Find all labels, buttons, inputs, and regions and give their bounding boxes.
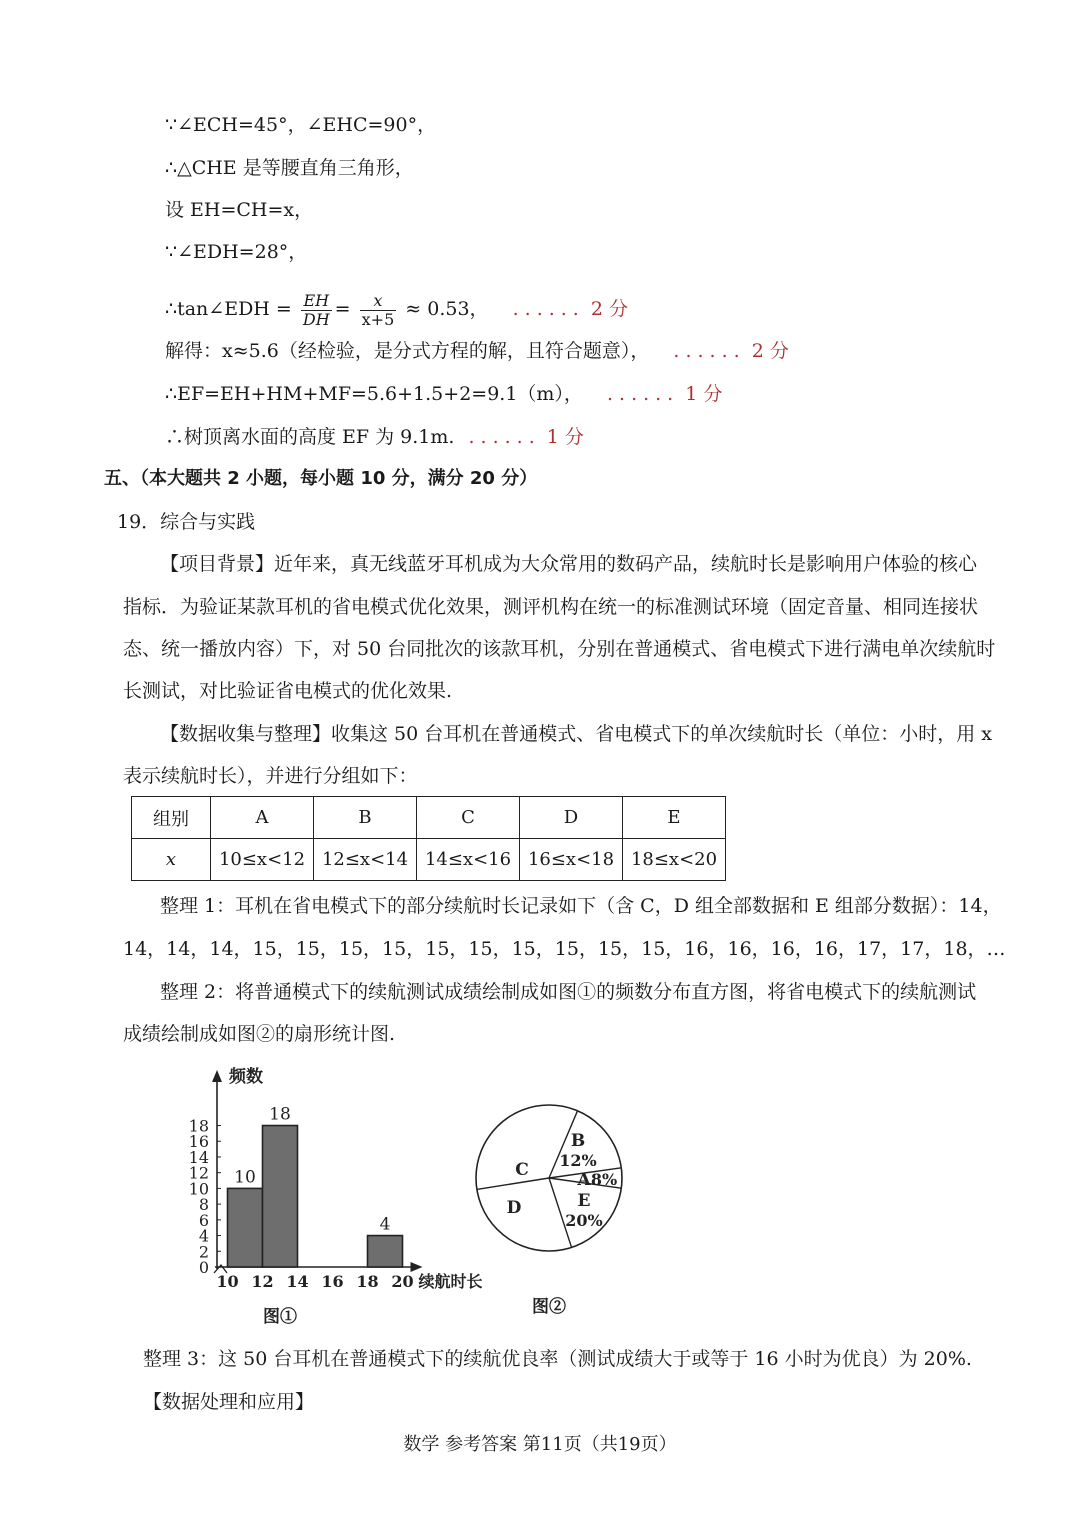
solution-text: ∴EF=EH+HM+MF=5.6+1.5+2=9.1（m）， xyxy=(165,383,583,405)
histogram-bar xyxy=(368,1236,403,1267)
background-line-3: 态、统一播放内容）下，对 50 台同批次的该款耳机，分别在普通模式、省电模式下进行满电单次续航时 xyxy=(123,638,996,660)
x-tick-label: 10 xyxy=(216,1272,239,1291)
x-tick-label: 14 xyxy=(286,1272,309,1291)
y-tick-label: 0 xyxy=(198,1258,209,1277)
data-collection-line-2: 表示续航时长），并进行分组如下： xyxy=(123,765,418,787)
solution-line-4: ∵∠EDH=28°， xyxy=(165,241,308,263)
table-cell: 16≤x<18 xyxy=(520,839,623,881)
fraction-denominator: x+5 xyxy=(361,309,395,329)
pie-slice-label: B xyxy=(570,1131,586,1151)
pie-slice-percent: 20% xyxy=(565,1211,603,1230)
background-line-4: 长测试，对比验证省电模式的优化效果. xyxy=(123,680,453,702)
solution-line-1: ∵∠ECH=45°，∠EHC=90°， xyxy=(165,114,437,136)
solution-line-5: ∴tan∠EDH = $\frac{EH}{DH}$ = $\frac{x}{x+5}$ ≈ 0.53， ...... 2 分 xyxy=(165,290,629,329)
fraction-eh-dh xyxy=(301,292,332,329)
arrange-2-line-2: 成绩绘制成如图②的扇形统计图. xyxy=(123,1023,396,1045)
x-axis-label: 续航时长 xyxy=(418,1272,483,1291)
solution-text: 解得：x≈5.6（经检验，是分式方程的解，且符合题意）， xyxy=(165,340,650,362)
table-cell: x xyxy=(132,839,211,881)
pie-slice-percent: 12% xyxy=(559,1151,597,1170)
x-tick-label: 12 xyxy=(251,1272,274,1291)
tan-lead: ∴tan∠EDH = xyxy=(165,298,292,320)
bar-value-label: 4 xyxy=(379,1214,391,1235)
score-mark: 1 分 xyxy=(546,426,584,448)
question-title: 19．综合与实践 xyxy=(117,511,256,533)
y-tick-label: 6 xyxy=(198,1210,209,1230)
section-heading: 五、（本大题共 2 小题，每小题 10 分，满分 20 分） xyxy=(104,468,538,489)
y-tick-label: 14 xyxy=(188,1147,209,1167)
pie-slice-label: A xyxy=(577,1170,591,1190)
fraction-numerator: x xyxy=(360,292,397,311)
figure-caption: 图② xyxy=(532,1297,566,1317)
score-mark: 1 分 xyxy=(685,383,723,405)
table-header-cell: A xyxy=(211,797,314,839)
fraction-denominator: DH xyxy=(302,309,330,329)
table-row xyxy=(132,839,726,881)
solution-line-3: 设 EH=CH=x， xyxy=(165,199,314,221)
table-header-cell: 组别 xyxy=(132,797,211,839)
histogram-bar xyxy=(263,1126,298,1267)
fraction-x xyxy=(360,292,397,329)
y-tick-label: 8 xyxy=(198,1195,209,1215)
y-tick-label: 16 xyxy=(188,1132,209,1152)
fraction-numerator: EH xyxy=(301,292,332,311)
pie-slice-label: E xyxy=(577,1191,591,1211)
arrange-3-line: 整理 3：这 50 台耳机在普通模式下的续航优良率（测试成绩大于或等于 16 小时为优良）为 20%. xyxy=(143,1348,972,1370)
arrange-1-line-2: 14，14，14，15，15，15，15，15，15，15，15，15，15，16，16，16，16，17，17，18，… xyxy=(123,938,1006,960)
background-line-1: 【项目背景】近年来，真无线蓝牙耳机成为大众常用的数码产品，续航时长是影响用户体验的核心 xyxy=(160,553,978,575)
table-cell: 18≤x<20 xyxy=(623,839,726,881)
background-line-2: 指标．为验证某款耳机的省电模式优化效果，测评机构在统一的标准测试环境（固定音量、相同连接状 xyxy=(123,596,979,618)
table-header-cell: E xyxy=(623,797,726,839)
y-tick-label: 4 xyxy=(198,1226,209,1246)
histogram-chart xyxy=(189,1066,483,1327)
score-dots: ...... xyxy=(673,340,746,362)
approx-value: ≈ 0.53， xyxy=(405,298,489,320)
bar-value-label: 10 xyxy=(234,1167,256,1188)
score-mark: 2 分 xyxy=(751,340,789,362)
arrange-2-line-1: 整理 2：将普通模式下的续航测试成绩绘制成如图①的频数分布直方图，将省电模式下的续航测试 xyxy=(160,981,977,1003)
x-tick-label: 16 xyxy=(321,1272,344,1291)
x-axis-arrow xyxy=(411,1262,423,1272)
solution-line-2: ∴△CHE 是等腰直角三角形， xyxy=(165,157,414,179)
arrange-1-line-1: 整理 1：耳机在省电模式下的部分续航时长记录如下（含 C，D 组全部数据和 E 组部分数据）：14， xyxy=(160,895,1002,917)
table-cell: 12≤x<14 xyxy=(314,839,417,881)
x-tick-label: 20 xyxy=(391,1272,414,1291)
score-dots: ...... xyxy=(606,383,680,405)
pie-slice-label: C xyxy=(515,1160,529,1180)
solution-text: ∴树顶离水面的高度 EF 为 9.1m. xyxy=(165,426,455,448)
figure-caption: 图① xyxy=(263,1307,297,1327)
score-dots: ...... xyxy=(512,298,585,320)
group-table xyxy=(131,796,726,881)
solution-line-7 xyxy=(165,381,722,407)
solution-line-8 xyxy=(165,424,584,450)
y-axis-label: 频数 xyxy=(229,1067,263,1087)
y-tick-label: 10 xyxy=(188,1179,209,1199)
solution-line-6 xyxy=(165,338,789,364)
y-axis-arrow xyxy=(212,1070,222,1082)
bar-value-label: 18 xyxy=(269,1104,291,1125)
data-processing-heading: 【数据处理和应用】 xyxy=(143,1391,315,1413)
pie-slice-percent: 8% xyxy=(590,1170,618,1189)
score-mark: 2 分 xyxy=(590,298,629,320)
histogram-bar xyxy=(228,1188,263,1267)
y-tick-label: 2 xyxy=(198,1242,209,1262)
table-cell: 14≤x<16 xyxy=(417,839,520,881)
x-tick-label: 18 xyxy=(356,1272,379,1291)
page-footer: 数学 参考答案 第11页（共19页） xyxy=(403,1434,677,1455)
table-header-cell: D xyxy=(520,797,623,839)
table-row xyxy=(132,797,726,839)
y-tick-label: 18 xyxy=(188,1116,209,1136)
table-header-cell: C xyxy=(417,797,520,839)
table-cell: 10≤x<12 xyxy=(211,839,314,881)
pie-chart xyxy=(476,1105,622,1317)
data-collection-line-1: 【数据收集与整理】收集这 50 台耳机在普通模式、省电模式下的单次续航时长（单位：小时，用 x xyxy=(160,723,993,745)
figures xyxy=(170,1060,870,1330)
y-tick-label: 12 xyxy=(188,1163,209,1183)
score-dots: ...... xyxy=(468,426,541,448)
pie-slice-label: D xyxy=(506,1198,522,1218)
table-header-cell: B xyxy=(314,797,417,839)
